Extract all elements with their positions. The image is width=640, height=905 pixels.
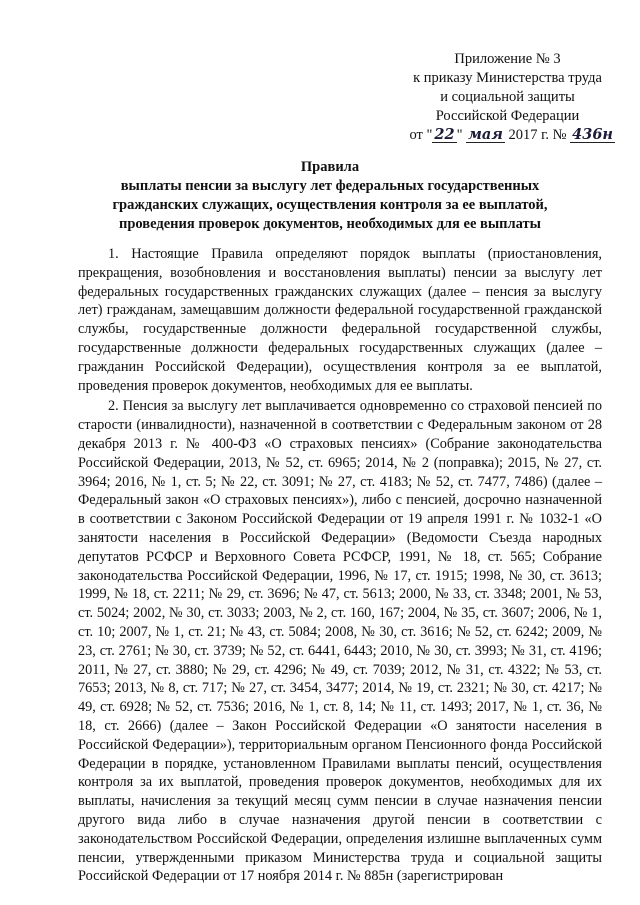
annex-ministry-line: и социальной защиты bbox=[440, 89, 575, 105]
document-title bbox=[80, 158, 580, 234]
annex-country-line: Российской Федерации bbox=[435, 108, 580, 124]
paragraph-2: 2. Пенсия за выслугу лет выплачивается одновременно со страховой пенсией по старости (инвалидности), назначенной в соответствии с Федеральным законом от 28 декабря 2013 г. № 400-ФЗ «О страховых пенсиях» (Собрание законодательства Российской Федерации, 2013, № 52, ст. 6965; 2014, № 2 (поправка); 2015, № 27, ст. 3964; 2016, № 1, ст. 5; № 22, ст. 3091; № 27, ст. 4183; № 52, ст. 7477, 7486) (далее – Федеральный закон «О страховых пенсиях»), либо с пенсией, досрочно назначенной в соответствии с Законом Российской Федерации от 19 апреля 1991 г. № 1032-1 «О занятости населения в Российской Федерации» (Ведомости Съезда народных депутатов РСФСР и Верховного Совета РСФСР, 1991, № 18, ст. 565; Собрание законодательства Российской Федерации, 1996, № 17, ст. 1915; 1998, № 30, ст. 3613; 1999, № 18, ст. 2211; № 29, ст. 3696; № 47, ст. 5613; 2000, № 33, ст. 3348; 2001, № 53, ст. 5024; 2002, № 30, ст. 3033; 2003, № 2, ст. 160, 167; 2004, № 35, ст. 3607; 2006, № 1, ст. 10; 2007, № 1, ст. 21; № 43, ст. 5084; 2008, № 30, ст. 3616; № 52, ст. 6242; 2009, № 23, ст. 2761; № 30, ст. 3739; № 52, ст. 6441, 6443; 2010, № 30, ст. 3993; № 31, ст. 4196; 2011, № 27, ст. 3880; № 29, ст. 4296; № 49, ст. 7039; 2012, № 31, ст. 4322; № 53, ст. 7653; 2013, № 8, ст. 717; № 27, ст. 3454, 3477; 2014, № 19, ст. 2321; № 30, ст. 4217; № 49, ст. 6928; № 52, ст. 7536; 2016, № 1, ст. 8, 14; № 11, ст. 1493; 2017, № 1, ст. 36, № 18, ст. 2666) (далее – Закон Российской Федерации «О занятости населения в Российской Федерации»), территориальным органом Пенсионного фонда Российской Федерации в порядке, установленном Правилами выплаты пенсий, осуществления контроля за их выплатой, проведения проверок документов, необходимых для их выплаты, начисления за текущий месяц сумм пенсии в случае назначения пенсии другого вида либо в случае назначения другой пенсии в соответствии с законодательством Российской Федерации, определения излишне выплаченных сумм пенсии, утвержденными приказом Министерства труда и социальной защиты Российской Федерации от 17 ноября 2014 г. № 885н (зарегистрирован bbox=[78, 398, 602, 885]
title-text: выплаты пенсии за выслугу лет федеральных государственных гражданских служащих, осуществления контроля за ее выплатой, проведения проверок документов, необходимых для ее выплаты bbox=[112, 178, 548, 232]
annex-number: Приложение № 3 bbox=[454, 51, 561, 67]
handwritten-order-number: 436н bbox=[572, 126, 613, 143]
handwritten-day: 22 bbox=[434, 126, 455, 143]
title-heading: Правила bbox=[300, 159, 360, 175]
date-prefix: от " bbox=[409, 127, 433, 143]
paragraph-1: 1. Настоящие Правила определяют порядок выплаты (приостановления, прекращения, возобновления и восстановления выплаты) пенсии за выслугу лет федеральных государственных гражданских служащих (далее – пенсия за выслугу лет) гражданам, замещавшим должности федеральной государственной гражданской службы, государственные должности федеральной государственной службы, государственные должности федеральных государственных служащих (далее – гражданин Российской Федерации), осуществления контроля за ее выплатой, проведения проверок документов, необходимых для ее выплаты. bbox=[78, 246, 602, 394]
document-body bbox=[78, 245, 602, 888]
date-mid: " bbox=[456, 127, 467, 143]
date-year: 2017 г. № bbox=[504, 127, 567, 143]
annex-date-line bbox=[400, 126, 615, 145]
annex-order-line: к приказу Министерства труда bbox=[413, 70, 602, 86]
annex-header bbox=[400, 50, 615, 145]
handwritten-month: мая bbox=[468, 126, 503, 143]
